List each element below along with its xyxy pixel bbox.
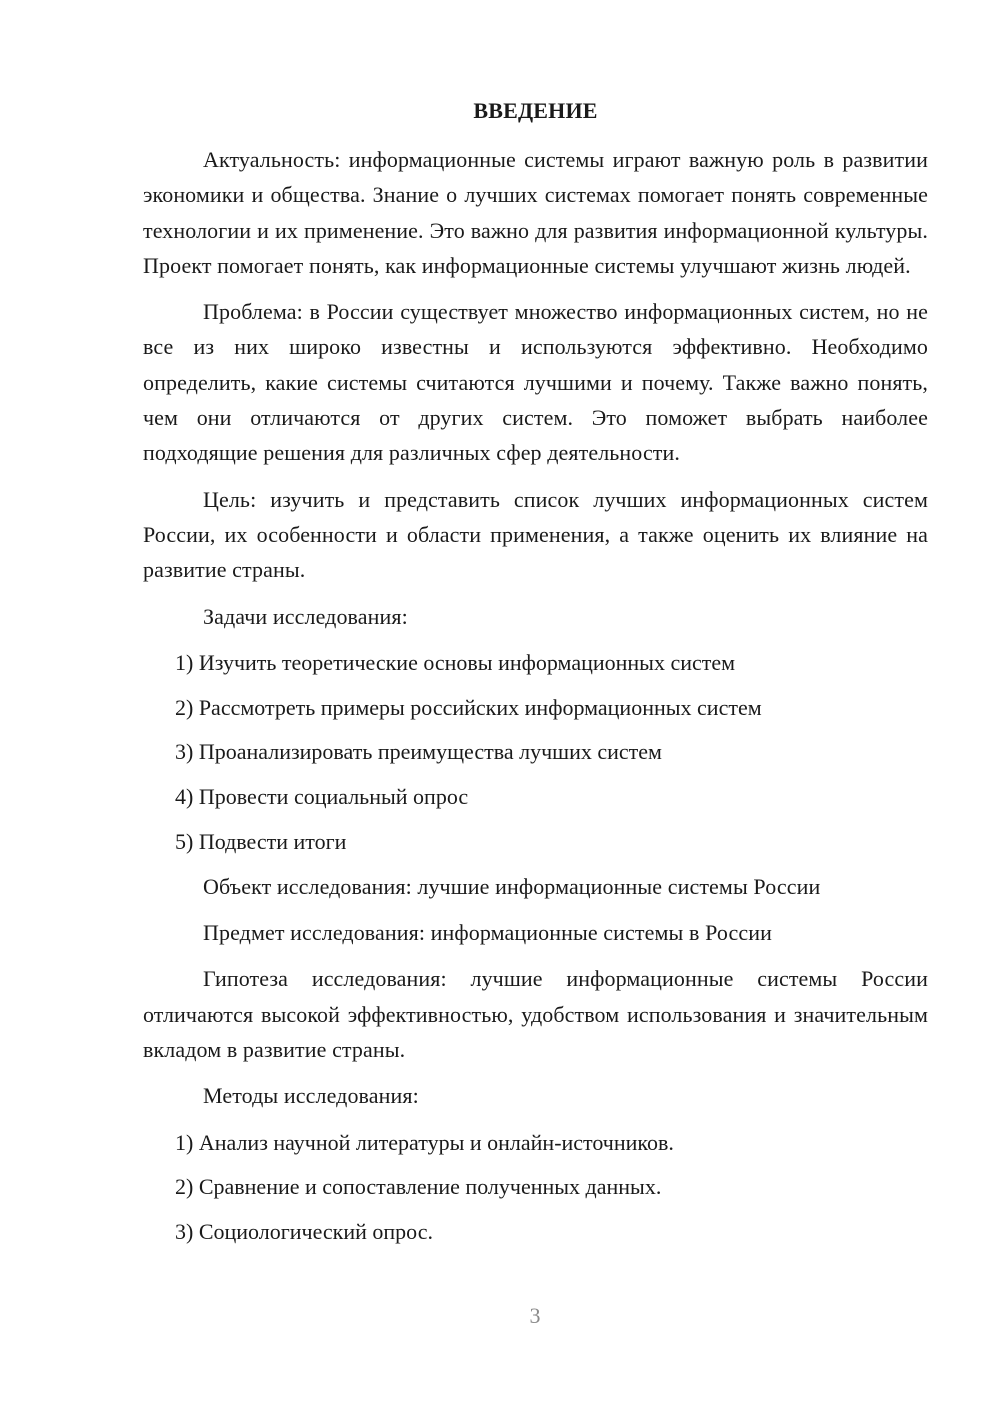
paragraph-goal: Цель: изучить и представить список лучших информационных систем России, их особенности и области применения, а также оценить их влияние на развитие страны. bbox=[143, 486, 928, 583]
list-item: 2) Рассмотреть примеры российских информационных систем bbox=[175, 694, 762, 720]
list-item: 3) Социологический опрос. bbox=[175, 1219, 433, 1245]
page-number: 3 bbox=[529, 1303, 541, 1328]
list-item: 1) Изучить теоретические основы информационных систем bbox=[175, 649, 736, 675]
tasks-list bbox=[143, 645, 928, 859]
paragraph-object: Объект исследования: лучшие информационные системы России bbox=[203, 873, 821, 899]
paragraph-hypothesis: Гипотеза исследования: лучшие информационные системы России отличаются высокой эффективностью, удобством использования и значительным вкладом в развитие страны. bbox=[143, 966, 928, 1063]
list-item: 1) Анализ научной литературы и онлайн-источников. bbox=[175, 1129, 674, 1155]
paragraph-relevance: Актуальность: информационные системы играют важную роль в развитии экономики и общества. Знание о лучших системах помогает понять современные технологии и их применение. Это важно для развития информационной культуры. Проект помогает понять, как информационные системы улучшают жизнь людей. bbox=[143, 147, 928, 278]
paragraph-subject: Предмет исследования: информационные системы в России bbox=[203, 920, 772, 946]
paragraph-problem: Проблема: в России существует множество информационных систем, но не все из них широко известны и используются эффективно. Необходимо определить, какие системы считаются лучшими и почему. Также важно понять, чем они отличаются от других систем. Это поможет выбрать наиболее подходящие решения для различных сфер деятельности. bbox=[143, 299, 928, 466]
list-item: 4) Провести социальный опрос bbox=[175, 784, 469, 810]
list-item: 3) Проанализировать преимущества лучших систем bbox=[175, 739, 662, 765]
list-item: 2) Сравнение и сопоставление полученных данных. bbox=[175, 1174, 662, 1200]
tasks-heading: Задачи исследования: bbox=[203, 603, 408, 629]
list-item: 5) Подвести итоги bbox=[175, 829, 347, 855]
page-title bbox=[143, 96, 928, 126]
methods-list bbox=[143, 1125, 928, 1250]
page-title-text: ВВЕДЕНИЕ bbox=[473, 98, 598, 123]
document-body bbox=[143, 142, 928, 1259]
methods-heading: Методы исследования: bbox=[203, 1083, 419, 1109]
